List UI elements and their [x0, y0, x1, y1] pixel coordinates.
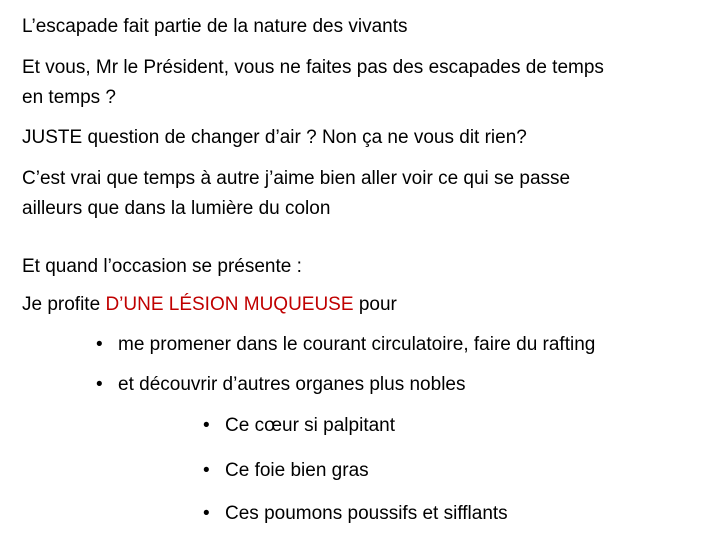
bullet-icon: •	[96, 374, 103, 395]
list-item-text: et découvrir d’autres organes plus nobles	[118, 374, 466, 395]
list-item-text: Ces poumons poussifs et sifflants	[225, 503, 508, 524]
list-item-level1	[96, 332, 595, 358]
list-item-text: me promener dans le courant circulatoire, faire du rafting	[118, 334, 596, 355]
lesion-suffix: pour	[353, 294, 397, 315]
list-item-text: Ce cœur si palpitant	[225, 415, 396, 436]
list-item-level2	[203, 458, 369, 484]
list-item-text: Ce foie bien gras	[225, 460, 369, 481]
bullet-icon: •	[96, 334, 103, 355]
paragraph-occasion: Et quand l’occasion se présente :	[22, 256, 302, 277]
paragraph-president-line2: en temps ?	[22, 87, 116, 108]
paragraph-changer-air: JUSTE question de changer d’air ? Non ça ne vous dit rien?	[22, 127, 527, 148]
list-item-level2	[203, 501, 508, 527]
bullet-icon: •	[203, 460, 210, 481]
list-item-level1	[96, 372, 465, 398]
paragraph-lesion	[22, 292, 397, 318]
paragraph-temps-line1: C’est vrai que temps à autre j’aime bien aller voir ce qui se passe	[22, 168, 571, 189]
bullet-icon: •	[203, 503, 210, 524]
paragraph-temps-line2: ailleurs que dans la lumière du colon	[22, 198, 331, 219]
lesion-highlight: D’UNE LÉSION MUQUEUSE	[105, 294, 354, 315]
list-item-level2	[203, 413, 395, 439]
paragraph-escapade: L’escapade fait partie de la nature des vivants	[22, 16, 408, 37]
lesion-prefix: Je profite	[22, 294, 106, 315]
paragraph-president-line1: Et vous, Mr le Président, vous ne faites pas des escapades de temps	[22, 57, 604, 78]
bullet-icon: •	[203, 415, 210, 436]
